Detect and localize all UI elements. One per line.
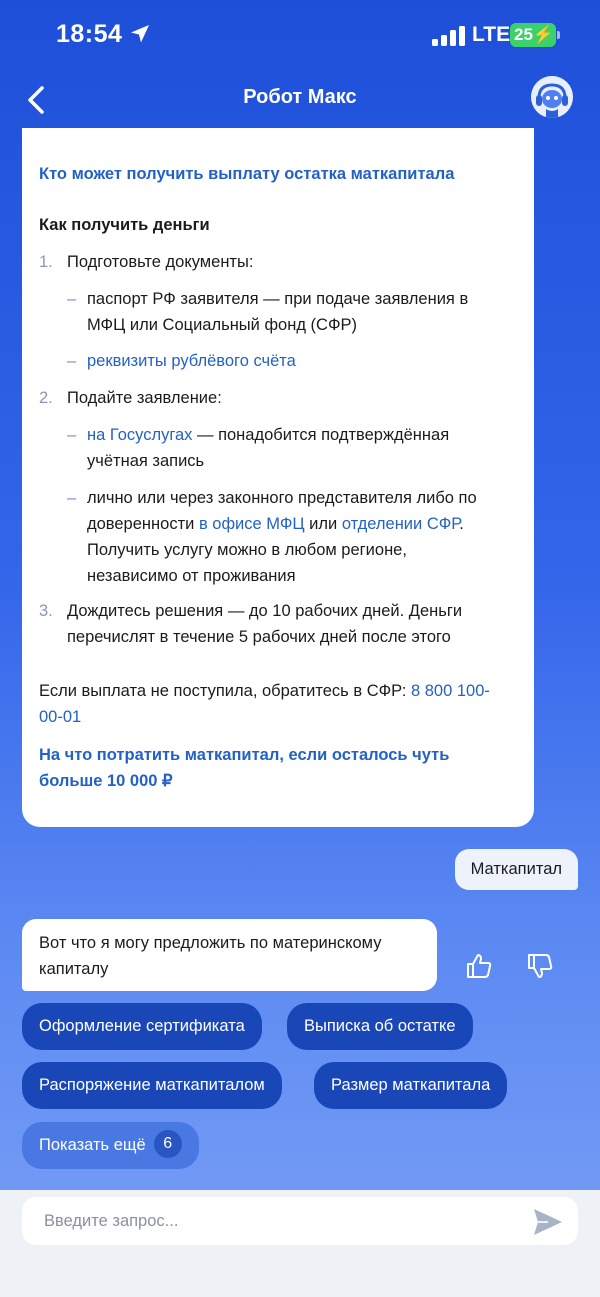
bot-message-card	[22, 128, 534, 827]
bot-message: Вот что я могу предложить по материнскому капиталу	[22, 919, 437, 991]
step-number: 3.	[39, 602, 53, 620]
bullet-dash: –	[67, 290, 77, 308]
battery-level: 25	[514, 25, 533, 44]
status-bar	[0, 0, 600, 72]
bullet-text-tail: — понадобится подтверждённая учётная запись	[87, 426, 450, 470]
chip-balance-statement[interactable]: Выписка об остатке	[287, 1003, 473, 1050]
show-more-label: Показать ещё	[39, 1136, 146, 1154]
page-title: Робот Макс	[243, 86, 357, 108]
link-account-details[interactable]: реквизиты рублёвого счёта	[87, 352, 296, 370]
link-spend-matcapital[interactable]: На что потратить маткапитал, если осталось чуть больше 10 000 ₽	[39, 746, 450, 790]
chip-certificate[interactable]: Оформление сертификата	[22, 1003, 262, 1050]
bullet-text-part: лично или через законного представителя либо по доверенности	[87, 489, 477, 533]
location-arrow-icon	[128, 22, 152, 46]
bullet-text: паспорт РФ заявителя — при подаче заявления в МФЦ или Социальный фонд (СФР)	[87, 290, 469, 334]
signal-icon	[432, 26, 466, 46]
section-title: Как получить деньги	[39, 216, 210, 234]
chip-disposal[interactable]: Распоряжение маткапиталом	[22, 1062, 282, 1109]
step-number: 1.	[39, 253, 53, 271]
bullet-dash: –	[67, 352, 77, 370]
status-time: 18:54	[56, 20, 123, 48]
network-type: LTE	[472, 23, 511, 46]
step-text: Подайте заявление:	[67, 389, 222, 407]
sfr-contact-note	[39, 678, 509, 730]
search-input[interactable]	[44, 1197, 514, 1245]
user-message: Маткапитал	[455, 849, 578, 890]
thumbs-down-icon[interactable]	[526, 952, 554, 980]
input-area	[0, 1190, 600, 1297]
bullet-text-part: . Получить услугу можно в любом регионе, независимо от проживания	[87, 515, 464, 585]
thumbs-up-icon[interactable]	[465, 952, 493, 980]
step-text: Дождитесь решения — до 10 рабочих дней. Деньги перечислят в течение 5 рабочих дней после этого	[67, 602, 463, 646]
chip-amount[interactable]: Размер маткапитала	[314, 1062, 507, 1109]
bullet-text	[87, 422, 499, 474]
sfr-phone-link[interactable]: 8 800 100-00-01	[39, 682, 490, 726]
step-text: Подготовьте документы:	[67, 253, 254, 271]
bullet-text-part: или	[304, 515, 342, 533]
send-icon[interactable]	[532, 1207, 564, 1237]
show-more-count: 6	[154, 1130, 182, 1158]
step-number: 2.	[39, 389, 53, 407]
link-sfr-office[interactable]: отделении СФР	[341, 515, 460, 533]
sfr-note-text: Если выплата не поступила, обратитесь в СФР:	[39, 682, 411, 700]
robot-avatar-icon[interactable]	[531, 76, 573, 118]
chat-header	[0, 72, 600, 128]
link-mfc-office[interactable]: в офисе МФЦ	[198, 515, 305, 533]
battery-icon: 25⚡	[510, 23, 556, 47]
show-more-button[interactable]	[22, 1122, 199, 1169]
bullet-text	[87, 485, 499, 589]
bullet-dash: –	[67, 426, 77, 444]
chat-scroll-area[interactable]	[0, 128, 600, 1190]
link-who-can-get-payment[interactable]: Кто может получить выплату остатка маткапитала	[39, 165, 455, 183]
bullet-dash: –	[67, 489, 77, 507]
link-gosuslugi[interactable]: на Госуслугах	[87, 426, 193, 444]
input-box	[22, 1197, 578, 1245]
